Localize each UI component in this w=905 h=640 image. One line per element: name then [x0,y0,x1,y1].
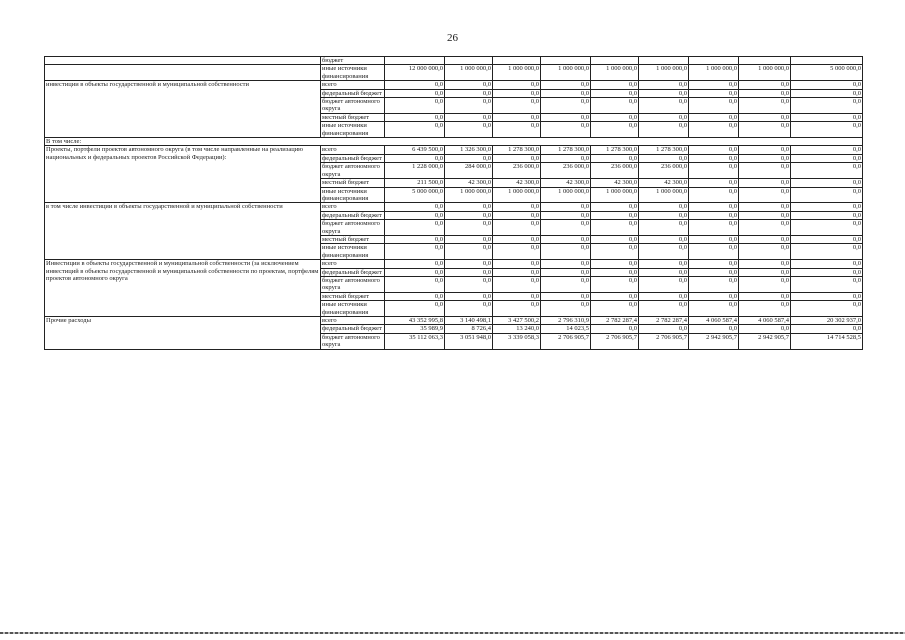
amount-cell: 0,0 [739,211,791,219]
amount-cell: 13 240,0 [493,325,541,333]
amount-cell: 0,0 [689,187,739,203]
amount-cell: 0,0 [689,220,739,236]
funding-source: бюджет автономного округа [321,163,385,179]
amount-cell: 0,0 [739,122,791,138]
amount-cell: 0,0 [739,301,791,317]
amount-cell: 3 339 058,3 [493,333,541,349]
amount-cell: 0,0 [591,276,639,292]
amount-cell: 0,0 [591,81,639,89]
amount-cell: 0,0 [639,292,689,300]
amount-cell: 0,0 [689,268,739,276]
amount-cell: 236 000,0 [639,163,689,179]
amount-cell: 2 942 905,7 [689,333,739,349]
section-label-empty [45,57,321,65]
amount-cell: 0,0 [541,220,591,236]
amount-cell: 1 326 300,0 [445,146,493,154]
amount-cell: 42 300,0 [591,179,639,187]
amount-cell: 0,0 [739,146,791,154]
amount-cell: 4 060 587,4 [689,317,739,325]
amount-cell: 1 000 000,0 [591,65,639,81]
amount-cell: 0,0 [639,81,689,89]
amount-cell: 0,0 [639,268,689,276]
amount-cell: 42 300,0 [541,179,591,187]
amount-cell: 0,0 [493,260,541,268]
amount-cell: 0,0 [639,260,689,268]
amount-cell: 0,0 [689,89,739,97]
amount-cell: 3 051 948,0 [445,333,493,349]
funding-source: иные источники финансирования [321,65,385,81]
amount-cell: 0,0 [493,122,541,138]
amount-cell: 0,0 [493,220,541,236]
amount-cell: 0,0 [791,276,863,292]
amount-cell: 0,0 [689,98,739,114]
amount-cell: 236 000,0 [493,163,541,179]
amount-cell: 1 278 300,0 [493,146,541,154]
amount-cell: 8 726,4 [445,325,493,333]
amount-cell: 0,0 [541,235,591,243]
amount-cell [739,57,791,65]
amount-cell: 0,0 [385,98,445,114]
funding-source: местный бюджет [321,292,385,300]
amount-cell: 0,0 [591,154,639,162]
amount-cell: 0,0 [689,81,739,89]
amount-cell: 0,0 [493,203,541,211]
amount-cell: 0,0 [791,260,863,268]
amount-cell: 0,0 [493,235,541,243]
funding-source: всего [321,146,385,154]
amount-cell: 0,0 [385,292,445,300]
amount-cell: 0,0 [689,163,739,179]
amount-cell [639,57,689,65]
amount-cell: 0,0 [385,203,445,211]
amount-cell: 0,0 [591,211,639,219]
amount-cell: 0,0 [739,276,791,292]
amount-cell: 0,0 [591,203,639,211]
table-row [45,317,863,325]
amount-cell: 0,0 [739,154,791,162]
amount-cell: 0,0 [445,220,493,236]
funding-source: всего [321,81,385,89]
amount-cell: 1 228 000,0 [385,163,445,179]
amount-cell: 0,0 [739,81,791,89]
funding-source: федеральный бюджет [321,154,385,162]
funding-source: бюджет автономного округа [321,276,385,292]
amount-cell: 0,0 [445,235,493,243]
amount-cell: 0,0 [445,292,493,300]
subheading-cell: В том числе: [45,138,863,146]
amount-cell: 0,0 [541,203,591,211]
amount-cell: 0,0 [591,325,639,333]
amount-cell: 0,0 [385,301,445,317]
amount-cell: 0,0 [445,98,493,114]
amount-cell: 0,0 [689,244,739,260]
table-row [45,146,863,154]
funding-source: местный бюджет [321,179,385,187]
amount-cell: 0,0 [541,268,591,276]
amount-cell: 0,0 [493,113,541,121]
amount-cell: 236 000,0 [591,163,639,179]
amount-cell: 0,0 [493,268,541,276]
amount-cell: 0,0 [689,122,739,138]
amount-cell: 0,0 [639,89,689,97]
amount-cell: 0,0 [493,211,541,219]
section-label: Проекты, портфели проектов автономного округа (в том числе направленные на реализацию национальных и федеральных проектов Российской Федерации): [45,146,321,203]
amount-cell: 0,0 [493,81,541,89]
amount-cell: 1 278 300,0 [639,146,689,154]
amount-cell: 0,0 [385,154,445,162]
amount-cell: 0,0 [639,235,689,243]
amount-cell: 0,0 [791,98,863,114]
amount-cell: 3 140 498,1 [445,317,493,325]
amount-cell: 0,0 [791,301,863,317]
amount-cell: 0,0 [689,276,739,292]
amount-cell: 0,0 [445,244,493,260]
amount-cell: 20 302 937,0 [791,317,863,325]
amount-cell: 0,0 [639,113,689,121]
amount-cell: 0,0 [591,244,639,260]
amount-cell: 0,0 [541,244,591,260]
amount-cell: 6 439 500,0 [385,146,445,154]
amount-cell: 0,0 [791,220,863,236]
amount-cell: 35 112 063,3 [385,333,445,349]
amount-cell: 0,0 [791,235,863,243]
amount-cell: 0,0 [445,268,493,276]
amount-cell: 1 000 000,0 [493,65,541,81]
amount-cell: 0,0 [541,260,591,268]
amount-cell: 0,0 [791,146,863,154]
amount-cell: 0,0 [385,235,445,243]
amount-cell: 2 782 287,4 [591,317,639,325]
amount-cell: 0,0 [385,211,445,219]
amount-cell: 0,0 [791,292,863,300]
amount-cell: 0,0 [445,122,493,138]
amount-cell: 0,0 [791,163,863,179]
amount-cell: 0,0 [739,235,791,243]
amount-cell: 0,0 [639,220,689,236]
amount-cell: 0,0 [739,89,791,97]
amount-cell: 0,0 [493,276,541,292]
amount-cell: 0,0 [739,325,791,333]
amount-cell: 1 278 300,0 [591,146,639,154]
funding-source: иные источники финансирования [321,122,385,138]
amount-cell: 2 942 905,7 [739,333,791,349]
amount-cell: 1 000 000,0 [639,187,689,203]
funding-source: федеральный бюджет [321,268,385,276]
amount-cell [591,57,639,65]
page-number: 26 [447,32,458,44]
amount-cell: 0,0 [493,89,541,97]
amount-cell [493,57,541,65]
amount-cell: 0,0 [445,276,493,292]
amount-cell: 0,0 [541,98,591,114]
table-row [45,203,863,211]
amount-cell: 0,0 [739,113,791,121]
amount-cell: 42 300,0 [493,179,541,187]
amount-cell: 42 300,0 [639,179,689,187]
table-row [45,260,863,268]
amount-cell: 0,0 [445,260,493,268]
amount-cell: 0,0 [791,268,863,276]
amount-cell: 0,0 [639,301,689,317]
amount-cell: 0,0 [445,154,493,162]
amount-cell: 0,0 [689,235,739,243]
amount-cell: 0,0 [791,325,863,333]
funding-source: бюджет [321,57,385,65]
amount-cell: 0,0 [591,235,639,243]
amount-cell: 0,0 [639,211,689,219]
amount-cell: 0,0 [689,325,739,333]
amount-cell: 0,0 [689,179,739,187]
amount-cell [791,57,863,65]
funding-source: всего [321,317,385,325]
table-body [45,57,863,350]
amount-cell: 0,0 [493,292,541,300]
amount-cell: 0,0 [493,154,541,162]
amount-cell: 0,0 [385,81,445,89]
table-row [45,57,863,65]
section-label: в том числе инвестиции в объекты государственной и муниципальной собственности [45,203,321,260]
amount-cell: 0,0 [791,244,863,260]
amount-cell: 0,0 [639,203,689,211]
amount-cell: 0,0 [591,220,639,236]
amount-cell: 0,0 [445,113,493,121]
section-label: Инвестиции в объекты государственной и муниципальной собственности (за исключением инвестиций в объекты государственной и муниципальной собственности по проектам, портфелям проектов автономного округа [45,260,321,317]
amount-cell: 0,0 [791,113,863,121]
amount-cell: 0,0 [739,268,791,276]
amount-cell: 42 300,0 [445,179,493,187]
amount-cell: 0,0 [791,89,863,97]
amount-cell: 0,0 [541,301,591,317]
amount-cell: 0,0 [385,268,445,276]
amount-cell: 0,0 [639,122,689,138]
amount-cell: 0,0 [639,98,689,114]
amount-cell: 0,0 [385,276,445,292]
funding-source: бюджет автономного округа [321,333,385,349]
amount-cell: 0,0 [385,89,445,97]
amount-cell: 3 427 500,2 [493,317,541,325]
amount-cell: 2 706 905,7 [541,333,591,349]
amount-cell [689,57,739,65]
amount-cell: 0,0 [445,301,493,317]
amount-cell: 0,0 [385,260,445,268]
amount-cell: 0,0 [739,244,791,260]
amount-cell: 0,0 [639,244,689,260]
amount-cell: 0,0 [689,260,739,268]
amount-cell: 0,0 [791,203,863,211]
table-row [45,65,863,81]
amount-cell: 0,0 [689,113,739,121]
amount-cell: 1 000 000,0 [493,187,541,203]
amount-cell: 0,0 [541,81,591,89]
amount-cell: 0,0 [541,154,591,162]
amount-cell: 0,0 [639,154,689,162]
amount-cell: 2 706 905,7 [591,333,639,349]
amount-cell [541,57,591,65]
section-label: инвестиции в объекты государственной и муниципальной собственности [45,81,321,138]
amount-cell: 0,0 [541,122,591,138]
amount-cell [445,57,493,65]
amount-cell: 0,0 [591,260,639,268]
amount-cell: 0,0 [591,122,639,138]
amount-cell: 0,0 [493,301,541,317]
amount-cell: 0,0 [689,203,739,211]
amount-cell: 0,0 [385,122,445,138]
amount-cell: 0,0 [739,179,791,187]
funding-source: иные источники финансирования [321,301,385,317]
amount-cell: 1 278 300,0 [541,146,591,154]
amount-cell: 236 000,0 [541,163,591,179]
amount-cell: 0,0 [445,81,493,89]
amount-cell: 0,0 [689,301,739,317]
amount-cell: 0,0 [689,292,739,300]
amount-cell [385,57,445,65]
amount-cell: 0,0 [739,187,791,203]
amount-cell: 5 000 000,0 [791,65,863,81]
section-label: Прочие расходы [45,317,321,350]
funding-source: иные источники финансирования [321,244,385,260]
amount-cell: 0,0 [791,81,863,89]
amount-cell: 0,0 [493,98,541,114]
amount-cell: 0,0 [739,203,791,211]
funding-source: бюджет автономного округа [321,220,385,236]
funding-source: иные источники финансирования [321,187,385,203]
budget-table [44,56,863,350]
amount-cell: 0,0 [639,325,689,333]
amount-cell: 0,0 [445,89,493,97]
funding-source: федеральный бюджет [321,211,385,219]
funding-source: всего [321,260,385,268]
amount-cell: 2 782 287,4 [639,317,689,325]
amount-cell: 0,0 [639,276,689,292]
table-row [45,81,863,89]
amount-cell: 0,0 [739,260,791,268]
funding-source: местный бюджет [321,113,385,121]
amount-cell: 0,0 [689,211,739,219]
amount-cell: 0,0 [493,244,541,260]
amount-cell: 35 989,9 [385,325,445,333]
amount-cell: 0,0 [541,292,591,300]
amount-cell: 0,0 [445,211,493,219]
amount-cell: 1 000 000,0 [445,65,493,81]
amount-cell: 0,0 [591,113,639,121]
amount-cell: 0,0 [739,220,791,236]
amount-cell: 0,0 [689,146,739,154]
amount-cell: 0,0 [791,187,863,203]
scan-bottom-edge [0,632,905,634]
amount-cell: 1 000 000,0 [541,187,591,203]
amount-cell: 0,0 [591,292,639,300]
amount-cell: 0,0 [791,122,863,138]
amount-cell: 0,0 [591,89,639,97]
amount-cell: 0,0 [791,179,863,187]
amount-cell: 1 000 000,0 [739,65,791,81]
amount-cell: 0,0 [541,113,591,121]
amount-cell: 0,0 [385,113,445,121]
amount-cell: 5 000 000,0 [385,187,445,203]
amount-cell: 0,0 [541,276,591,292]
funding-source: всего [321,203,385,211]
amount-cell: 1 000 000,0 [591,187,639,203]
amount-cell: 1 000 000,0 [689,65,739,81]
amount-cell: 0,0 [739,163,791,179]
amount-cell: 0,0 [541,211,591,219]
amount-cell: 2 706 905,7 [639,333,689,349]
amount-cell: 43 352 995,8 [385,317,445,325]
amount-cell: 0,0 [791,154,863,162]
amount-cell: 284 000,0 [445,163,493,179]
amount-cell: 14 023,5 [541,325,591,333]
amount-cell: 0,0 [385,220,445,236]
amount-cell: 0,0 [541,89,591,97]
amount-cell: 1 000 000,0 [541,65,591,81]
funding-source: местный бюджет [321,235,385,243]
amount-cell: 0,0 [445,203,493,211]
funding-source: бюджет автономного округа [321,98,385,114]
amount-cell: 0,0 [791,211,863,219]
amount-cell: 0,0 [739,98,791,114]
funding-source: федеральный бюджет [321,325,385,333]
amount-cell: 14 714 528,5 [791,333,863,349]
amount-cell: 1 000 000,0 [445,187,493,203]
amount-cell: 211 500,0 [385,179,445,187]
amount-cell: 12 000 000,0 [385,65,445,81]
amount-cell: 0,0 [385,244,445,260]
amount-cell: 0,0 [689,154,739,162]
amount-cell: 0,0 [591,301,639,317]
amount-cell: 0,0 [739,292,791,300]
amount-cell: 0,0 [591,268,639,276]
amount-cell: 4 060 587,4 [739,317,791,325]
amount-cell: 1 000 000,0 [639,65,689,81]
funding-source: федеральный бюджет [321,89,385,97]
amount-cell: 2 796 310,9 [541,317,591,325]
section-label-empty [45,65,321,81]
table-row [45,138,863,146]
amount-cell: 0,0 [591,98,639,114]
